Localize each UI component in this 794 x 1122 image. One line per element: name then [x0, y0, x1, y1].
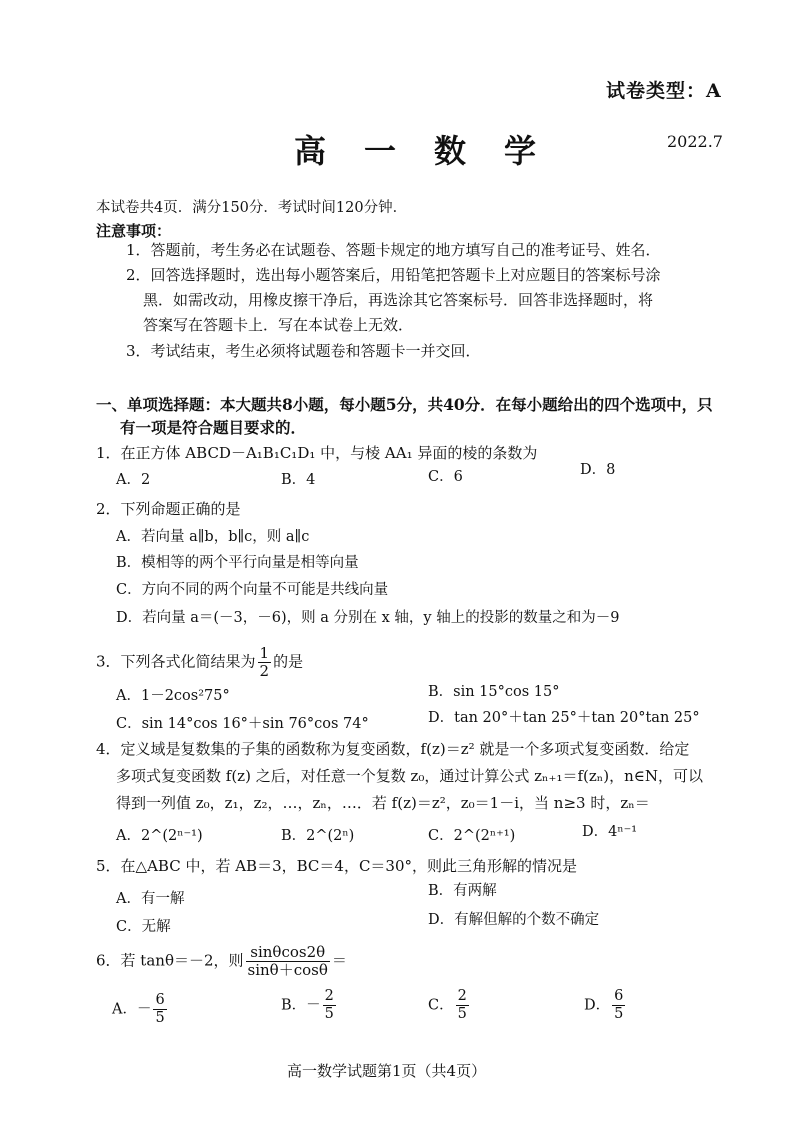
q6-option-c-label: C． [428, 997, 454, 1014]
q6-option-a [112, 992, 169, 1027]
q3-fraction-den: 2 [259, 662, 270, 680]
q6-option-d-den: 5 [614, 1006, 624, 1022]
q6-option-b-label: B．－ [281, 997, 321, 1014]
q3-stem-post: 的是 [273, 652, 304, 671]
question-6-stem [96, 944, 347, 979]
q4-option-b: B．2^(2ⁿ) [281, 828, 355, 844]
question-5-stem: 5．在△ABC 中，若 AB＝3，BC＝4，C＝30°，则此三角形解的情况是 [96, 857, 578, 875]
q1-option-b: B．4 [281, 472, 316, 488]
question-4-line1: 4．定义域是复数集的子集的函数称为复变函数，f(z)＝z² 就是一个多项式复变函数．给定 [96, 740, 690, 758]
q6-fraction-num: sinθcos2θ [246, 944, 330, 962]
note-2-cont2: 答案写在答题卡上．写在本试卷上无效． [143, 316, 414, 334]
q2-option-a: A．若向量 a∥b，b∥c，则 a∥c [116, 529, 310, 545]
q6-option-d-num: 6 [614, 988, 624, 1004]
q6-fraction-den: sinθ＋cosθ [247, 961, 328, 979]
q3-option-b: B．sin 15°cos 15° [428, 684, 560, 700]
q6-option-b [281, 988, 338, 1023]
q3-fraction [258, 645, 272, 680]
q6-option-c [428, 988, 471, 1023]
q3-fraction-num: 1 [259, 644, 270, 662]
q6-stem-pre: 6．若 tanθ＝－2，则 [96, 951, 244, 970]
note-3: 3．考试结束，考生必须将试题卷和答题卡一并交回． [126, 342, 481, 360]
note-2: 2．回答选择题时，选出每小题答案后，用铅笔把答题卡上对应题目的答案标号涂 [126, 266, 661, 284]
q6-fraction [246, 944, 330, 979]
note-2-cont: 黑．如需改动，用橡皮擦干净后，再选涂其它答案标号．回答非选择题时，将 [143, 291, 654, 309]
q6-option-b-num: 2 [324, 988, 334, 1004]
question-4-line3: 得到一列值 z₀，z₁，z₂，…，zₙ，…．若 f(z)＝z²，z₀＝1－i，当 n≥3 时，zₙ＝ [116, 794, 650, 812]
q5-option-d: D．有解但解的个数不确定 [428, 912, 600, 928]
q2-option-d: D．若向量 a＝(－3，－6)，则 a 分别在 x 轴，y 轴上的投影的数量之和为－9 [116, 610, 620, 626]
question-3-stem [96, 645, 303, 680]
q6-option-c-den: 5 [457, 1006, 467, 1022]
q6-stem-post: ＝ [331, 951, 347, 970]
q6-option-d [584, 988, 627, 1023]
q6-option-b-fraction [323, 988, 336, 1023]
paper-type-label: 试卷类型：A [606, 80, 722, 102]
q2-option-b: B．模相等的两个平行向量是相等向量 [116, 555, 359, 571]
q1-option-d: D．8 [580, 462, 616, 478]
q3-option-a: A．1－2cos²75° [116, 688, 230, 704]
q6-option-a-fraction [153, 992, 166, 1027]
q4-option-d: D．4ⁿ⁻¹ [582, 824, 638, 840]
q5-option-b: B．有两解 [428, 883, 497, 899]
section-heading-cont: 有一项是符合题目要求的． [120, 418, 307, 437]
q1-option-a: A．2 [116, 472, 151, 488]
page-title: 高一数学 [294, 132, 575, 170]
notes-heading: 注意事项： [96, 222, 172, 240]
q6-option-a-num: 6 [155, 992, 165, 1008]
section-heading: 一、单项选择题：本大题共8小题，每小题5分，共40分．在每小题给出的四个选项中，只 [96, 395, 713, 414]
question-2-stem: 2．下列命题正确的是 [96, 500, 241, 518]
q3-option-d: D．tan 20°＋tan 25°＋tan 20°tan 25° [428, 710, 700, 726]
question-4-line2: 多项式复变函数 f(z) 之后，对任意一个复数 z₀，通过计算公式 zₙ₊₁＝f(zₙ)，n∈N，可以 [116, 767, 704, 785]
q1-option-c: C．6 [428, 469, 463, 485]
q4-option-a: A．2^(2ⁿ⁻¹) [116, 828, 203, 844]
q6-option-c-num: 2 [457, 988, 467, 1004]
note-1: 1．答题前，考生务必在试题卷、答题卡规定的地方填写自己的准考证号、姓名． [126, 241, 661, 259]
q6-option-c-fraction [456, 988, 469, 1023]
q2-option-c: C．方向不同的两个向量不可能是共线向量 [116, 582, 389, 598]
q6-option-a-den: 5 [155, 1010, 165, 1026]
q3-stem-pre: 3．下列各式化简结果为 [96, 652, 256, 671]
q5-option-c: C．无解 [116, 919, 171, 935]
q6-option-d-fraction [612, 988, 625, 1023]
q4-option-c: C．2^(2ⁿ⁺¹) [428, 828, 516, 844]
q3-option-c: C．sin 14°cos 16°＋sin 76°cos 74° [116, 716, 369, 732]
exam-date: 2022.7 [667, 132, 723, 151]
q6-option-b-den: 5 [324, 1006, 334, 1022]
exam-intro: 本试卷共4页．满分150分．考试时间120分钟． [96, 200, 408, 216]
page-footer: 高一数学试题第1页（共4页） [287, 1062, 487, 1080]
q5-option-a: A．有一解 [116, 891, 185, 907]
q6-option-a-label: A．－ [112, 1001, 152, 1018]
q6-option-d-label: D． [584, 997, 611, 1014]
question-1-stem: 1．在正方体 ABCD－A₁B₁C₁D₁ 中，与棱 AA₁ 异面的棱的条数为 [96, 444, 538, 462]
